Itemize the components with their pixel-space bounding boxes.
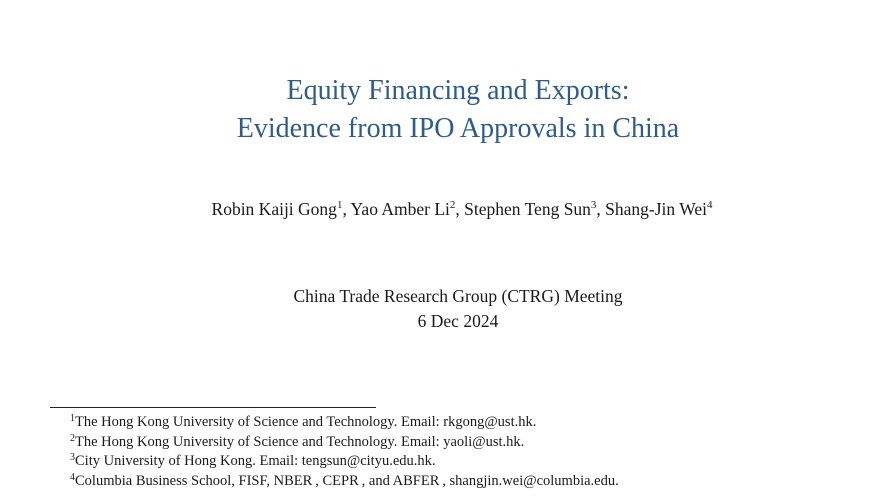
author-footnote-mark: 3: [590, 199, 597, 211]
author-separator: ,: [596, 199, 606, 219]
author: [351, 199, 456, 219]
paper-title-line-1: Equity Financing and Exports:: [286, 75, 630, 106]
event-info: [0, 284, 882, 334]
event-name: China Trade Research Group (CTRG) Meeting: [293, 286, 623, 306]
author-footnote-mark: 4: [706, 199, 713, 211]
footnote: [70, 413, 619, 433]
event-date: 6 Dec 2024: [417, 311, 499, 331]
footnote: [70, 433, 619, 453]
author-name: Yao Amber Li: [350, 199, 450, 219]
footnote-mark: 4: [70, 471, 75, 483]
footnote-text: The Hong Kong University of Science and Technology. Email: rkgong@ust.hk.: [75, 414, 537, 430]
paper-title-line-2: Evidence from IPO Approvals in China: [236, 113, 680, 144]
author-name: Stephen Teng Sun: [464, 199, 591, 219]
author-separator: ,: [455, 199, 465, 219]
footnote-mark: 3: [70, 452, 75, 463]
author-footnote-mark: 2: [449, 199, 456, 211]
footnote-text: Columbia Business School, FISF, NBER , CEPR , and ABFER , shangjin.wei@columbia.edu.: [75, 472, 619, 489]
author-name: Robin Kaiji Gong: [211, 199, 337, 219]
author: [464, 199, 596, 219]
footnote-text: The Hong Kong University of Science and Technology. Email: yaoli@ust.hk.: [75, 433, 525, 450]
footnote-text: City University of Hong Kong. Email: tengsun@cityu.edu.hk.: [75, 453, 436, 469]
author-separator: ,: [342, 199, 351, 219]
footnote: [70, 452, 619, 472]
author-footnote-mark: 1: [336, 199, 343, 211]
paper-title: [0, 72, 882, 148]
author-name: Shang-Jin Wei: [605, 199, 707, 219]
footnote-mark: 1: [70, 413, 75, 424]
footnote: [70, 472, 619, 492]
author: [605, 199, 712, 219]
author-list: [0, 197, 882, 221]
footnote-rule: [50, 407, 376, 408]
footnote-mark: 2: [70, 432, 75, 444]
author: [212, 199, 343, 219]
footnote-list: [70, 413, 619, 491]
